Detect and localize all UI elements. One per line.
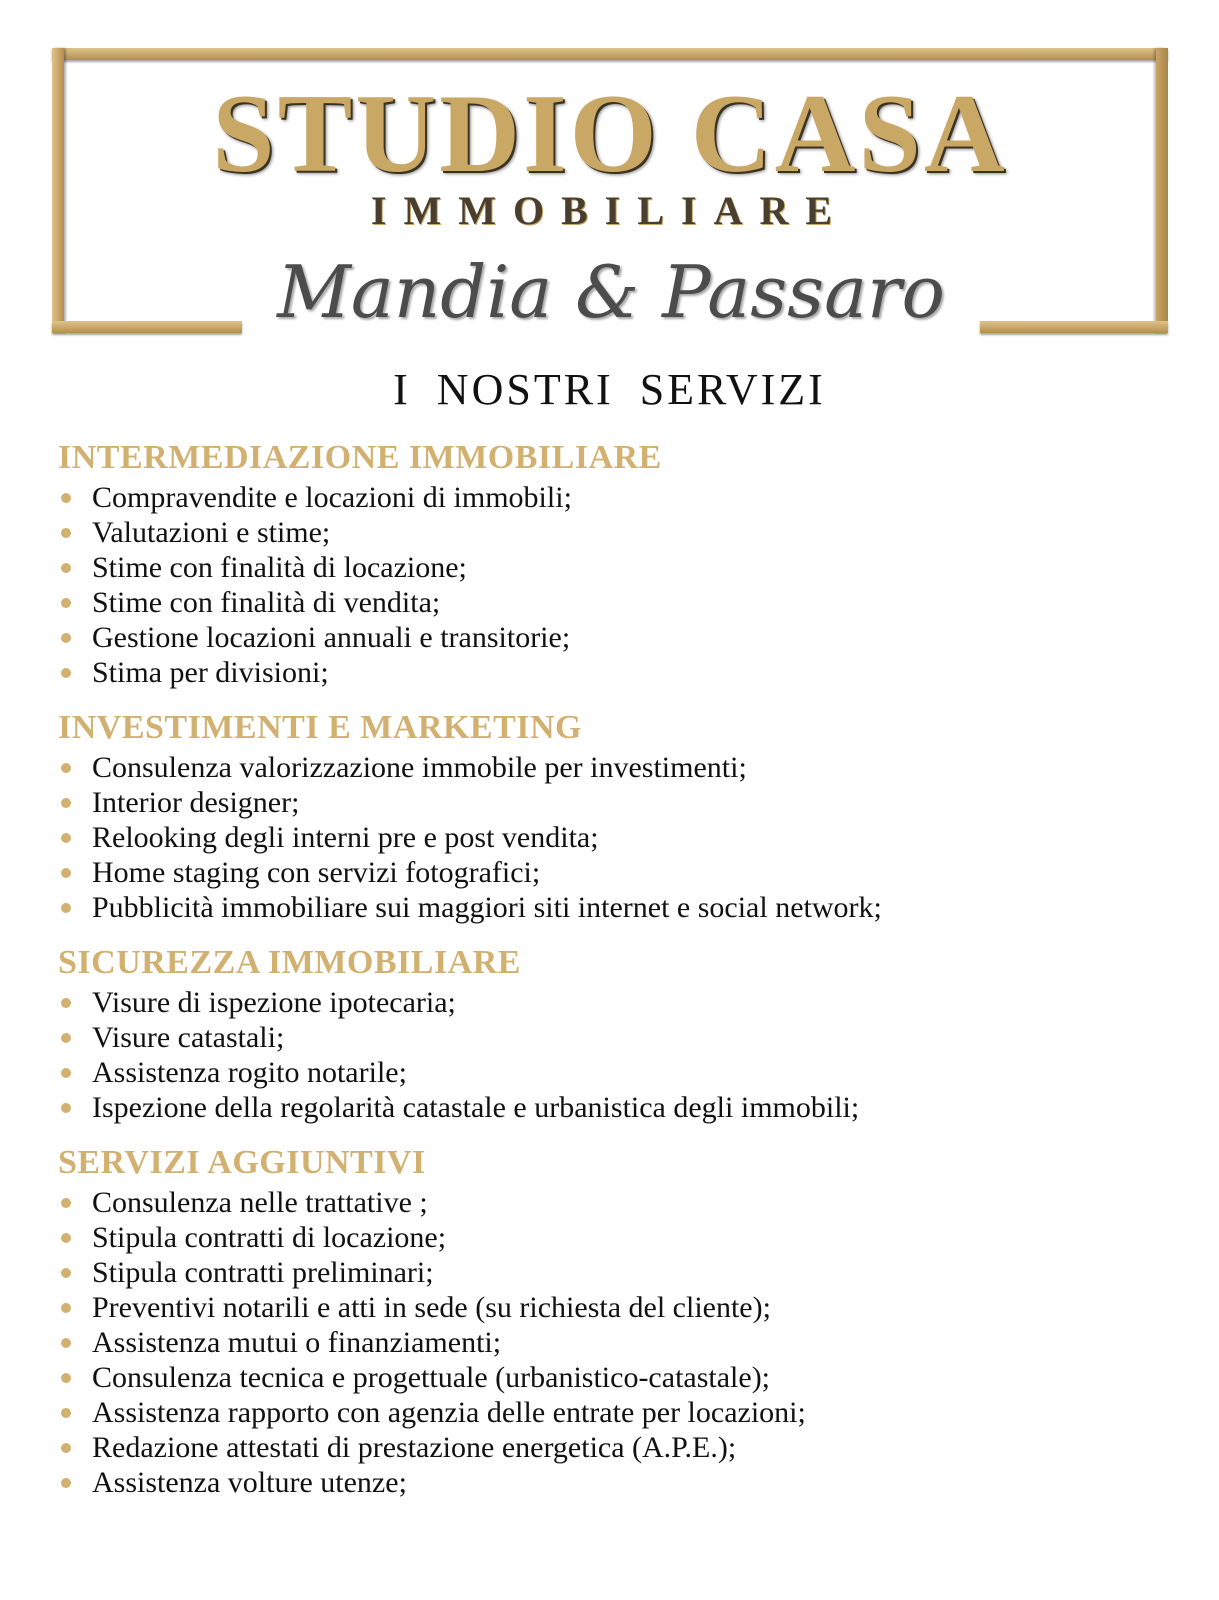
bullet-icon — [61, 1233, 71, 1243]
service-item-text: Valutazioni e stime; — [92, 516, 331, 549]
service-section — [58, 1141, 1198, 1500]
service-item-text: Visure di ispezione ipotecaria; — [92, 986, 456, 1019]
service-item — [58, 820, 1198, 855]
bullet-icon — [61, 598, 71, 608]
service-item-text: Stime con finalità di vendita; — [92, 586, 441, 619]
service-item — [58, 750, 1198, 785]
service-item — [58, 1360, 1198, 1395]
logo-frame-right — [1156, 48, 1168, 333]
bullet-icon — [61, 1103, 71, 1113]
bullet-icon — [61, 633, 71, 643]
service-item-text: Redazione attestati di prestazione energetica (A.P.E.); — [92, 1431, 737, 1464]
service-item-text: Assistenza mutui o finanziamenti; — [92, 1326, 502, 1359]
service-item — [58, 655, 1198, 690]
service-list — [58, 1185, 1198, 1500]
bullet-icon — [61, 1268, 71, 1278]
service-item-text: Relooking degli interni pre e post vendita; — [92, 821, 599, 854]
bullet-icon — [61, 798, 71, 808]
bullet-icon — [61, 668, 71, 678]
section-heading: INTERMEDIAZIONE IMMOBILIARE — [58, 439, 662, 476]
bullet-icon — [61, 1303, 71, 1313]
service-list — [58, 985, 1198, 1125]
service-item-text: Compravendite e locazioni di immobili; — [92, 481, 572, 514]
bullet-icon — [61, 903, 71, 913]
service-item — [58, 1055, 1198, 1090]
bullet-icon — [61, 1338, 71, 1348]
service-item — [58, 1185, 1198, 1220]
service-section — [58, 706, 1198, 925]
bullet-icon — [61, 1198, 71, 1208]
bullet-icon — [61, 1443, 71, 1453]
service-item — [58, 1090, 1198, 1125]
service-list — [58, 750, 1198, 925]
service-item — [58, 1465, 1198, 1500]
bullet-icon — [61, 1068, 71, 1078]
bullet-icon — [61, 1373, 71, 1383]
service-item-text: Assistenza volture utenze; — [92, 1466, 407, 1499]
bullet-icon — [61, 563, 71, 573]
service-item — [58, 1020, 1198, 1055]
bullet-icon — [61, 868, 71, 878]
brand-owners: Mandia & Passaro — [277, 250, 945, 334]
service-item-text: Consulenza tecnica e progettuale (urbanistico-catastale); — [92, 1361, 771, 1394]
logo-frame-bottom-right — [980, 321, 1168, 333]
bullet-icon — [61, 528, 71, 538]
service-item-text: Visure catastali; — [92, 1021, 285, 1054]
service-section — [58, 941, 1198, 1125]
service-item-text: Stipula contratti preliminari; — [92, 1256, 434, 1289]
logo-frame-top — [52, 48, 1168, 60]
bullet-icon — [61, 1478, 71, 1488]
service-item — [58, 515, 1198, 550]
logo-frame-bottom-left — [52, 321, 242, 333]
bullet-icon — [61, 998, 71, 1008]
bullet-icon — [61, 763, 71, 773]
bullet-icon — [61, 493, 71, 503]
service-item — [58, 1395, 1198, 1430]
service-item — [58, 1220, 1198, 1255]
service-item — [58, 785, 1198, 820]
service-item — [58, 585, 1198, 620]
service-item — [58, 1325, 1198, 1360]
logo-frame-left — [52, 48, 64, 333]
brand-subtitle: IMMOBILIARE — [370, 188, 850, 233]
bullet-icon — [61, 1033, 71, 1043]
service-item — [58, 550, 1198, 585]
logo — [0, 0, 1219, 345]
section-heading: SERVIZI AGGIUNTIVI — [58, 1144, 426, 1181]
service-item-text: Preventivi notarili e atti in sede (su richiesta del cliente); — [92, 1291, 771, 1324]
service-item-text: Stime con finalità di locazione; — [92, 551, 467, 584]
service-item-text: Ispezione della regolarità catastale e urbanistica degli immobili; — [92, 1091, 860, 1124]
service-item — [58, 480, 1198, 515]
service-item — [58, 1290, 1198, 1325]
service-item-text: Gestione locazioni annuali e transitorie; — [92, 621, 571, 654]
service-item-text: Pubblicità immobiliare sui maggiori siti internet e social network; — [92, 891, 882, 924]
service-item-text: Stima per divisioni; — [92, 656, 329, 689]
brand-name: STUDIO CASA — [212, 72, 1008, 196]
services-content — [58, 436, 1198, 1516]
service-item-text: Interior designer; — [92, 786, 300, 819]
service-item-text: Consulenza valorizzazione immobile per investimenti; — [92, 751, 747, 784]
service-item — [58, 855, 1198, 890]
service-section — [58, 436, 1198, 690]
section-heading: SICUREZZA IMMOBILIARE — [58, 944, 521, 981]
service-item-text: Assistenza rogito notarile; — [92, 1056, 407, 1089]
page-title: I NOSTRI SERVIZI — [393, 365, 826, 414]
bullet-icon — [61, 833, 71, 843]
service-item — [58, 620, 1198, 655]
service-item — [58, 985, 1198, 1020]
service-item-text: Stipula contratti di locazione; — [92, 1221, 447, 1254]
service-item — [58, 1430, 1198, 1465]
service-list — [58, 480, 1198, 690]
service-item-text: Consulenza nelle trattative ; — [92, 1186, 428, 1219]
service-item-text: Home staging con servizi fotografici; — [92, 856, 541, 889]
service-item — [58, 890, 1198, 925]
service-item-text: Assistenza rapporto con agenzia delle entrate per locazioni; — [92, 1396, 806, 1429]
bullet-icon — [61, 1408, 71, 1418]
section-heading: INVESTIMENTI E MARKETING — [58, 709, 582, 746]
service-item — [58, 1255, 1198, 1290]
